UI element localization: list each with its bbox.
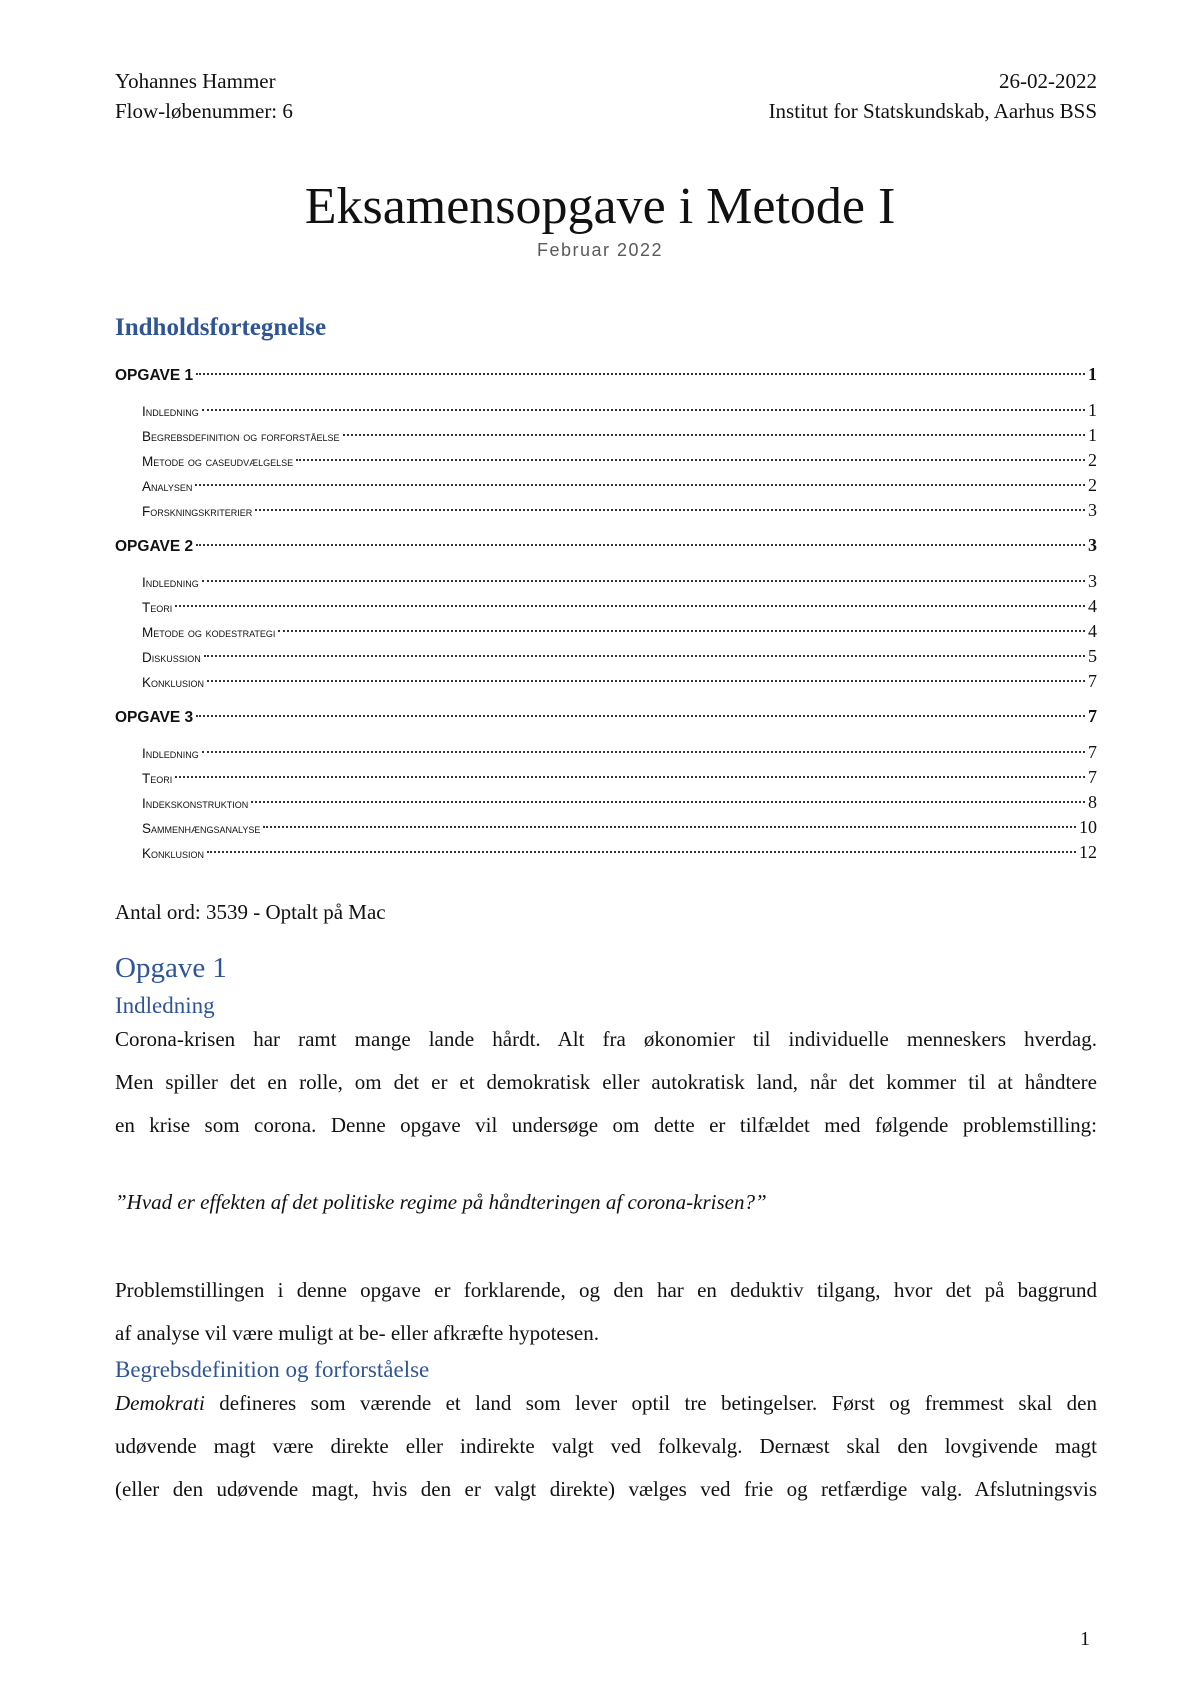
toc-item[interactable] (115, 398, 1097, 423)
toc-page: 2 (1088, 475, 1097, 495)
toc-item-label: Indekskonstruktion (142, 796, 249, 811)
page-number: 1 (1080, 1628, 1090, 1650)
toc-item-label: Diskussion (142, 650, 201, 665)
author-name: Yohannes Hammer (115, 69, 276, 93)
text-span: defineres som værende et land som lever optil tre betingelser. Først og fremmest skal den (204, 1391, 1097, 1415)
text-line: Men spiller det en rolle, om det er et demokratisk eller autokratisk land, når det kommer til at håndtere (115, 1070, 1097, 1094)
definition-paragraph (115, 1382, 1097, 1511)
toc-leader (263, 826, 1076, 828)
toc-page: 1 (1088, 364, 1097, 384)
text-line: Problemstillingen i denne opgave er forklarende, og den har en deduktiv tilgang, hvor det på baggrund (115, 1278, 1097, 1302)
text-line: af analyse vil være muligt at be- eller afkræfte hypotesen. (115, 1321, 599, 1345)
text-line: Corona-krisen har ramt mange lande hårdt. Alt fra økonomier til individuelle menneskers hverdag. (115, 1027, 1097, 1051)
toc-item[interactable] (115, 790, 1097, 815)
flow-number: Flow-løbenummer: 6 (115, 99, 293, 123)
toc-leader (207, 851, 1076, 853)
problem-paragraph (115, 1269, 1097, 1355)
toc-item[interactable] (115, 644, 1097, 669)
toc-leader (202, 409, 1085, 411)
toc-section-1[interactable] (115, 362, 1097, 386)
toc-page: 2 (1088, 450, 1097, 470)
toc-page: 7 (1088, 767, 1097, 787)
toc-item-label: Konklusion (142, 846, 205, 861)
toc-page: 10 (1079, 817, 1097, 837)
text-line (115, 1382, 1097, 1425)
toc-item[interactable] (115, 448, 1097, 473)
toc-item[interactable] (115, 840, 1097, 865)
toc-leader (196, 373, 1085, 375)
toc-leader (204, 655, 1085, 657)
text-line: en krise som corona. Denne opgave vil undersøge om dette er tilfældet med følgende problemstilling: (115, 1113, 1097, 1137)
toc-item[interactable] (115, 619, 1097, 644)
subsection-heading: Begrebsdefinition og forforståelse (115, 1357, 430, 1382)
toc-leader (202, 580, 1085, 582)
word-count: Antal ord: 3539 - Optalt på Mac (115, 900, 386, 924)
toc-leader (175, 605, 1085, 607)
document-subtitle: Februar 2022 (536, 240, 664, 260)
toc-leader (196, 715, 1085, 717)
toc-leader (296, 459, 1085, 461)
toc-item-label: Indledning (142, 575, 199, 590)
defined-term: Demokrati (115, 1391, 205, 1415)
institution: Institut for Statskundskab, Aarhus BSS (768, 99, 1097, 123)
subsection-heading: Indledning (115, 993, 215, 1018)
toc-section-label: OPGAVE 2 (115, 538, 194, 555)
toc-item-label: Metode og caseudvælgelse (142, 454, 294, 469)
toc-section-label: OPGAVE 1 (115, 367, 194, 384)
toc-page: 3 (1088, 535, 1097, 555)
toc-page: 5 (1088, 646, 1097, 666)
toc-leader (202, 751, 1085, 753)
toc-item-label: Indledning (142, 404, 199, 419)
toc-item-label: Indledning (142, 746, 199, 761)
table-of-contents (115, 362, 1097, 865)
toc-item[interactable] (115, 740, 1097, 765)
toc-item[interactable] (115, 815, 1097, 840)
toc-item-label: Sammenhængsanalyse (142, 821, 261, 836)
toc-section-label: OPGAVE 3 (115, 709, 194, 726)
toc-item-label: Forskningskriterier (142, 504, 253, 519)
toc-page: 12 (1079, 842, 1097, 862)
toc-heading: Indholdsfortegnelse (115, 314, 327, 341)
header-date: 26-02-2022 (999, 69, 1097, 93)
intro-paragraph (115, 1018, 1097, 1147)
toc-page: 1 (1088, 400, 1097, 420)
toc-leader (278, 630, 1085, 632)
text-line: (eller den udøvende magt, hvis den er valgt direkte) vælges ved frie og retfærdige valg. Afslutningsvis (115, 1477, 1097, 1501)
research-question: ”Hvad er effekten af det politiske regime på håndteringen af corona-krisen?” (115, 1190, 767, 1214)
text-line: udøvende magt være direkte eller indirekte valgt ved folkevalg. Dernæst skal den lovgivende magt (115, 1434, 1097, 1458)
toc-leader (255, 509, 1085, 511)
toc-item-label: Teori (142, 600, 173, 615)
toc-item[interactable] (115, 669, 1097, 694)
toc-leader (195, 484, 1085, 486)
toc-page: 3 (1088, 571, 1097, 591)
toc-page: 7 (1088, 671, 1097, 691)
toc-page: 3 (1088, 500, 1097, 520)
toc-item-label: Konklusion (142, 675, 205, 690)
toc-page: 4 (1088, 621, 1097, 641)
toc-item[interactable] (115, 765, 1097, 790)
toc-leader (175, 776, 1085, 778)
toc-item[interactable] (115, 498, 1097, 523)
toc-item[interactable] (115, 473, 1097, 498)
toc-item[interactable] (115, 569, 1097, 594)
toc-page: 4 (1088, 596, 1097, 616)
toc-item-label: Teori (142, 771, 173, 786)
document-title: Eksamensopgave i Metode I (304, 178, 896, 235)
toc-leader (343, 434, 1085, 436)
toc-leader (207, 680, 1085, 682)
toc-page: 8 (1088, 792, 1097, 812)
toc-item-label: Analysen (142, 479, 193, 494)
section-heading: Opgave 1 (115, 952, 227, 984)
page-header (115, 66, 1097, 126)
toc-leader (251, 801, 1085, 803)
toc-leader (196, 544, 1085, 546)
toc-item-label: Begrebsdefinition og forforståelse (142, 429, 340, 444)
toc-page: 1 (1088, 425, 1097, 445)
toc-item[interactable] (115, 423, 1097, 448)
toc-page: 7 (1088, 706, 1097, 726)
toc-item[interactable] (115, 594, 1097, 619)
toc-item-label: Metode og kodestrategi (142, 625, 276, 640)
toc-section-3[interactable] (115, 704, 1097, 728)
toc-page: 7 (1088, 742, 1097, 762)
toc-section-2[interactable] (115, 533, 1097, 557)
